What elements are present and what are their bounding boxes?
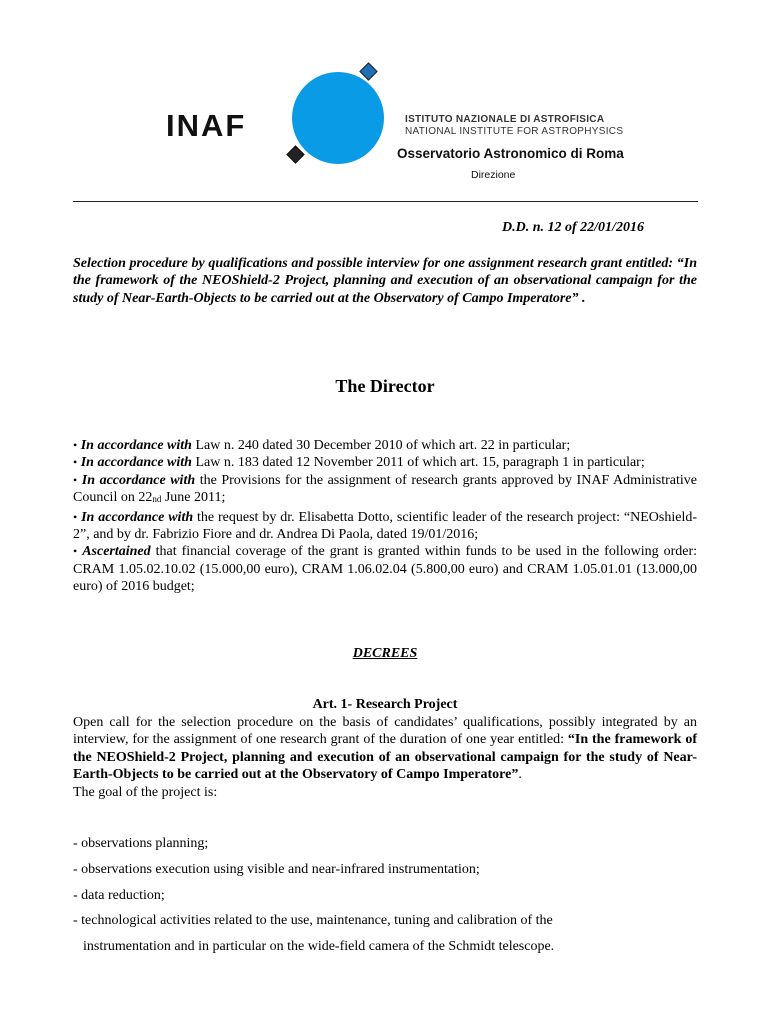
header-divider: [73, 201, 698, 202]
consideration-item: [73, 509, 697, 544]
institute-name-english: NATIONAL INSTITUTE FOR ASTROPHYSICS: [405, 126, 624, 137]
goal-item: - observations planning;: [73, 836, 209, 851]
consideration-item: [73, 437, 697, 454]
consideration-item: [73, 472, 697, 509]
decree-reference: D.D. n. 12 of 22/01/2016: [502, 220, 644, 235]
article-1-heading: Art. 1- Research Project: [312, 697, 458, 712]
observatory-name: Osservatorio Astronomico di Roma: [397, 146, 624, 161]
logo-diamond-icon: [286, 145, 304, 163]
bullet-icon: •: [73, 455, 78, 470]
decrees-heading: DECREES: [352, 646, 418, 661]
goal-item: - technological activities related to the use, maintenance, tuning and calibration of the: [73, 913, 553, 928]
department-label: Direzione: [471, 169, 516, 181]
goal-item: - data reduction;: [73, 888, 165, 903]
consideration-text-after: June 2011;: [161, 490, 226, 506]
article-1-body: [73, 714, 697, 801]
consideration-text: Law n. 240 dated 30 December 2010 of which art. 22 in particular;: [191, 438, 571, 453]
ordinal-suffix: nd: [152, 494, 162, 505]
consideration-text: the Provisions for the assignment of research grants approved by INAF Administrative Council on 22: [73, 472, 697, 506]
consideration-lead: In accordance with: [81, 472, 196, 488]
director-heading: The Director: [335, 376, 435, 396]
article-1-title-end: .: [518, 767, 522, 783]
consideration-item: [73, 454, 697, 471]
bullet-icon: •: [73, 509, 78, 524]
consideration-item: [73, 543, 697, 595]
goal-item: instrumentation and in particular on the wide-field camera of the Schmidt telescope.: [83, 939, 555, 954]
inaf-logo-text: INAF: [166, 108, 247, 143]
consideration-text: that financial coverage of the grant is granted within funds to be used in the following order: CRAM 1.05.02.10.02 (15.000,00 euro), CRAM 1.06.02.04 (5.800,00 euro) and CRAM 1.05.01.01 (13.000,00 euro) of 2016 budget;: [73, 544, 698, 595]
consideration-text: Law n. 183 dated 12 November 2011 of which art. 15, paragraph 1 in particular;: [191, 455, 645, 471]
consideration-lead: In accordance with: [81, 509, 194, 525]
inaf-logo-circle-icon: [292, 72, 384, 164]
letterhead: [0, 0, 770, 200]
article-1-project-title: “In the framework of the NEOShield-2 Project, planning and execution of an observational campaign for the study of Near-Earth-Objects to be carried out at the Observatory of Campo Imperatore”: [73, 732, 698, 783]
consideration-lead: Ascertained: [82, 544, 151, 560]
bullet-icon: •: [73, 544, 78, 559]
article-1-intro: Open call for the selection procedure on the basis of candidates’ qualifications, possibly integrated by an interview, for the assignment of one research grant of the duration of one year entitled:: [73, 715, 697, 748]
bullet-icon: •: [73, 472, 78, 487]
selection-title: Selection procedure by qualifications and possible interview for one assignment research grant entitled: “In the framework of the NEOShield-2 Project, planning and execution of an observational campaign for the study of Near-Earth-Objects to be carried out at the Observatory of Campo Imperatore” .: [73, 256, 697, 306]
bullet-icon: •: [73, 438, 78, 452]
consideration-text: the request by dr. Elisabetta Dotto, scientific leader of the research project: “NEOshield-2”, and by dr. Fabrizio Fiore and dr. Andrea Di Paola, dated 19/01/2016;: [73, 509, 697, 543]
consideration-lead: In accordance with: [80, 455, 192, 471]
goal-intro: The goal of the project is:: [73, 784, 218, 800]
institute-name-italian: ISTITUTO NAZIONALE DI ASTROFISICA: [405, 114, 605, 125]
considerations-list: [73, 437, 697, 596]
consideration-lead: In accordance with: [80, 438, 192, 453]
goal-item: - observations execution using visible and near-infrared instrumentation;: [73, 862, 480, 877]
